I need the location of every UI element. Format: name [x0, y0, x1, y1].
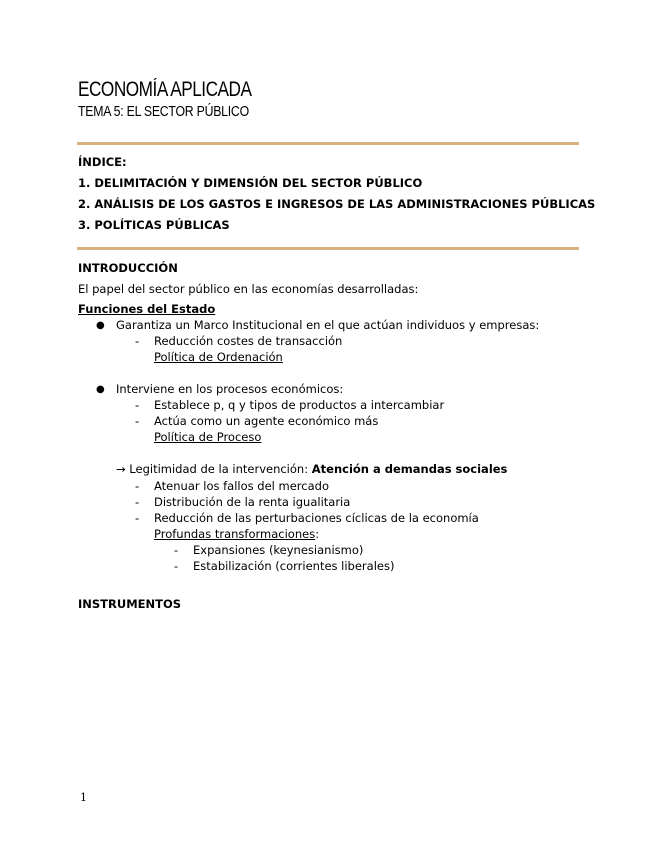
bullet1-policy: Política de Ordenación — [154, 350, 283, 364]
dash-icon: - — [135, 334, 140, 348]
bullet-icon: ● — [96, 320, 105, 331]
index-heading: ÍNDICE: — [78, 155, 127, 169]
page-number: 1 — [80, 791, 87, 804]
legitimidad-sub-2: Distribución de la renta igualitaria — [154, 495, 351, 509]
transform-line — [154, 527, 319, 541]
index-item-3: 3. POLÍTICAS PÚBLICAS — [78, 218, 230, 232]
transform-colon: : — [315, 527, 320, 541]
divider-top — [77, 142, 579, 145]
dash-icon: - — [135, 414, 140, 428]
dash-icon: - — [174, 543, 179, 557]
intro-lead: El papel del sector público en las economías desarrolladas: — [78, 282, 419, 296]
legitimidad-bold: Atención a demandas sociales — [311, 462, 508, 476]
dash-icon: - — [135, 479, 140, 493]
legitimidad-sub-3: Reducción de las perturbaciones cíclicas de la economía — [154, 511, 479, 525]
transform-label: Profundas transformaciones — [154, 527, 316, 541]
bullet2-sub-2: Actúa como un agente económico más — [154, 414, 379, 428]
bullet-icon: ● — [96, 384, 105, 395]
index-item-1: 1. DELIMITACIÓN Y DIMENSIÓN DEL SECTOR PÚBLICO — [78, 176, 423, 190]
legitimidad-sub-1: Atenuar los fallos del mercado — [154, 479, 329, 493]
bullet1-sub-1: Reducción costes de transacción — [154, 334, 343, 348]
dash-icon: - — [135, 495, 140, 509]
bullet2-policy: Política de Proceso — [154, 430, 262, 444]
bullet2-text: Interviene en los procesos económicos: — [116, 382, 344, 396]
bullet1-text: Garantiza un Marco Institucional en el que actúan individuos y empresas: — [116, 318, 540, 332]
legitimidad-line — [116, 462, 507, 476]
document-title: ECONOMÍA APLICADA — [78, 78, 252, 101]
legitimidad-prefix: → Legitimidad de la intervención: — [116, 462, 312, 476]
transform-sub-1: Expansiones (keynesianismo) — [193, 543, 364, 557]
intro-heading: INTRODUCCIÓN — [78, 261, 178, 275]
dash-icon: - — [135, 511, 140, 525]
bullet2-sub-1: Establece p, q y tipos de productos a intercambiar — [154, 398, 445, 412]
instrumentos-heading: INSTRUMENTOS — [78, 597, 182, 611]
document-subtitle: TEMA 5: EL SECTOR PÚBLICO — [78, 103, 249, 120]
dash-icon: - — [174, 559, 179, 573]
index-item-2: 2. ANÁLISIS DE LOS GASTOS E INGRESOS DE LAS ADMINISTRACIONES PÚBLICAS — [78, 197, 596, 211]
divider-bottom — [77, 247, 579, 250]
funciones-heading: Funciones del Estado — [78, 302, 216, 316]
dash-icon: - — [135, 398, 140, 412]
transform-sub-2: Estabilización (corrientes liberales) — [193, 559, 395, 573]
